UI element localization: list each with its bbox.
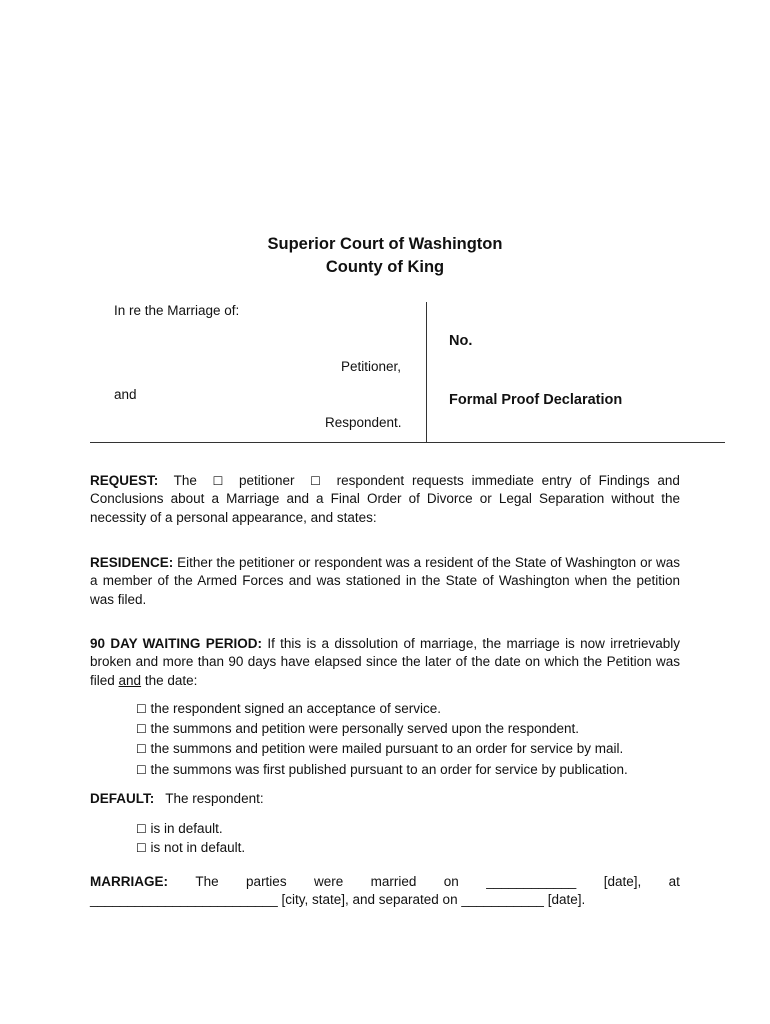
- marriage-label: MARRIAGE:: [90, 874, 168, 889]
- court-name: Superior Court of Washington: [267, 235, 503, 253]
- residence-label: RESIDENCE:: [90, 555, 174, 570]
- default-option-no: ☐ is not in default.: [136, 840, 246, 855]
- personal-service-checkbox[interactable]: ☐: [136, 722, 147, 736]
- service-option-mail: ☐ the summons and petition were mailed pursuant to an order for service by mail.: [136, 741, 624, 756]
- marriage-date-blank[interactable]: ____________: [486, 874, 577, 889]
- caption-divider-horizontal: [90, 442, 725, 443]
- respondent-label: Respondent.: [325, 415, 402, 430]
- residence-paragraph: RESIDENCE: Either the petitioner or respondent was a resident of the State of Washington or was a member of the Armed Forces and was stationed in the State of Washington when the petition was filed.: [90, 555, 680, 607]
- case-number-label: No.: [449, 333, 473, 349]
- in-re-label: In re the Marriage of:: [114, 303, 240, 318]
- acceptance-checkbox[interactable]: ☐: [136, 702, 147, 716]
- document-title: Formal Proof Declaration: [449, 392, 623, 408]
- mail-service-checkbox[interactable]: ☐: [136, 742, 147, 756]
- service-option-publication: ☐ the summons was first published pursuant to an order for service by publication.: [136, 762, 628, 777]
- request-label: REQUEST:: [90, 473, 159, 488]
- in-default-checkbox[interactable]: ☐: [136, 822, 147, 836]
- separation-date-blank[interactable]: ___________: [461, 892, 544, 907]
- waiting-period-paragraph: 90 DAY WAITING PERIOD: If this is a dissolution of marriage, the marriage is now irretrievably broken and more than 90 days have elapsed since the later of the date on which the Petition was filed and the date:: [90, 636, 680, 688]
- service-option-personal: ☐ the summons and petition were personally served upon the respondent.: [136, 721, 580, 736]
- county-name: County of King: [325, 258, 445, 276]
- not-in-default-checkbox[interactable]: ☐: [136, 841, 147, 855]
- service-option-acceptance: ☐ the respondent signed an acceptance of service.: [136, 701, 441, 716]
- marriage-row-2: _________________________ [city, state], and separated on ___________ [date].: [90, 892, 586, 907]
- petitioner-label: Petitioner,: [341, 359, 402, 374]
- publication-checkbox[interactable]: ☐: [136, 763, 147, 777]
- respondent-checkbox[interactable]: ☐: [310, 474, 321, 488]
- default-option-yes: ☐ is in default.: [136, 821, 223, 836]
- default-row: DEFAULT: The respondent:: [90, 791, 264, 806]
- waiting-period-label: 90 DAY WAITING PERIOD:: [90, 636, 262, 651]
- marriage-place-blank[interactable]: _________________________: [90, 892, 278, 907]
- request-paragraph: REQUEST: The ☐ petitioner ☐ respondent requests immediate entry of Findings and Conclusions about a Marriage and a Final Order of Divorce or Legal Separation without the necessity of a personal appearance, and states:: [90, 473, 680, 525]
- default-label: DEFAULT:: [90, 791, 155, 806]
- and-label: and: [114, 387, 137, 402]
- petitioner-checkbox[interactable]: ☐: [212, 474, 224, 488]
- caption-divider-vertical: [426, 302, 427, 442]
- marriage-row-1: MARRIAGE: The parties were married on ____________ [date], at: [90, 874, 680, 889]
